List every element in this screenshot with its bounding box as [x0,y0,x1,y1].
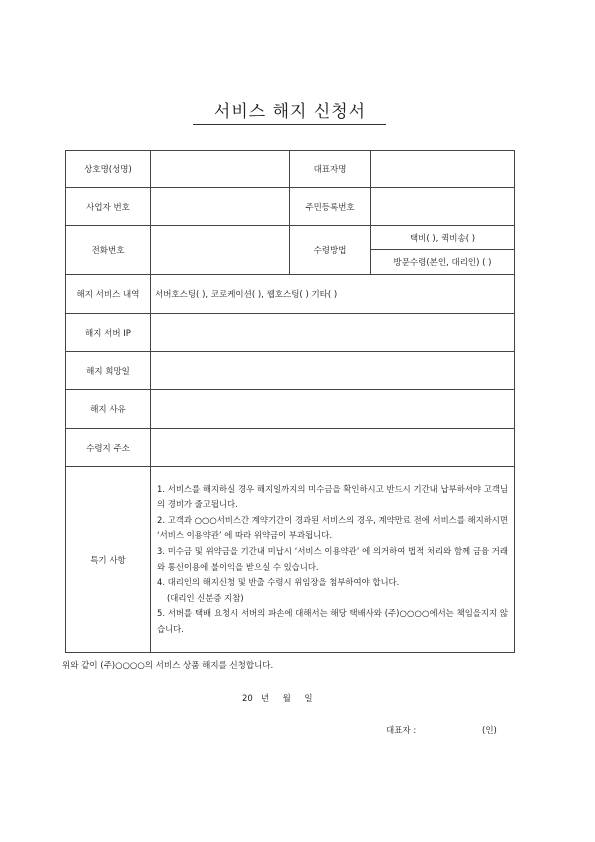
server-ip-field[interactable] [151,314,515,352]
business-number-field[interactable] [151,188,290,226]
table-row [66,151,515,188]
table-row [66,352,515,390]
signer-label: 대표자 : [386,726,417,736]
note-item-5: 5. 서버를 택배 요청시 서버의 파손에 대해서는 해당 택배사와 (주)○○○○에서는 책임을지지 않습니다. [157,608,508,634]
table-row [66,390,515,429]
table-row [66,188,515,226]
note-item-2: 2. 고객과 ○○○서비스간 계약기간이 경과된 서비스의 경우, 계약만료 전에 서비스를 해지하시면 ‘서비스 이용약관’ 에 따라 위약금이 부과됩니다. [157,514,508,541]
notes-content [151,467,515,653]
phone-label: 전화번호 [66,226,151,275]
note-item-4-sub: (대리인 신분증 지참) [167,592,244,603]
company-name-field[interactable] [151,151,290,188]
document-title: 서비스 해지 신청서 [213,102,367,122]
address-label: 수령지 주소 [66,429,151,467]
desired-date-label: 해지 희망일 [66,352,151,390]
company-name-label: 상호명(성명) [66,151,151,188]
delivery-option[interactable]: 택비( ), 퀵비송( ) [371,226,515,250]
title-underline [193,124,386,125]
application-form-table [65,150,515,653]
ceo-name-label: 대표자명 [290,151,371,188]
note-item-1: 1. 서비스를 해지하실 경우 해지일까지의 미수금을 확인하시고 반드시 기간내 납부하셔야 고객님의 경비가 줄고됩니다. [157,483,508,510]
server-ip-label: 해지 서버 IP [66,314,151,352]
service-type-field[interactable]: 서버호스팅( ), 코로케이션( ), 웹호스팅( ) 기타( ) [151,275,515,314]
table-row [66,275,515,314]
seal-mark: (인) [482,726,497,736]
note-item-3: 3. 미수금 및 위약금을 기간내 미납시 ‘서비스 이용약관’ 에 의거하여 법적 처리와 함께 금융 거래와 통신이용에 불이익을 받으실 수 있습니다. [157,545,508,572]
reason-field[interactable] [151,390,515,429]
phone-field[interactable] [151,226,290,275]
table-row [66,226,515,250]
address-field[interactable] [151,429,515,467]
receive-method-label: 수령방법 [290,226,371,275]
service-history-label: 해지 서비스 내역 [66,275,151,314]
visit-pickup-option[interactable]: 방문수령(본인, 대리인) ( ) [371,250,515,275]
application-statement: 위와 같이 (주)○○○○의 서비스 상품 해지를 신청합니다. [62,661,274,671]
table-row [66,467,515,653]
ceo-name-field[interactable] [371,151,515,188]
table-row [66,314,515,352]
note-item-4: 4. 대리인의 해지신청 및 반출 수령시 위임장을 첨부하여야 합니다. [157,577,400,588]
table-row [66,429,515,467]
date-line: 20 년 월 일 [242,694,313,704]
resident-number-field[interactable] [371,188,515,226]
desired-date-field[interactable] [151,352,515,390]
notes-label: 특기 사항 [66,467,151,653]
reason-label: 해지 사유 [66,390,151,429]
business-number-label: 사업자 번호 [66,188,151,226]
resident-number-label: 주민등록번호 [290,188,371,226]
